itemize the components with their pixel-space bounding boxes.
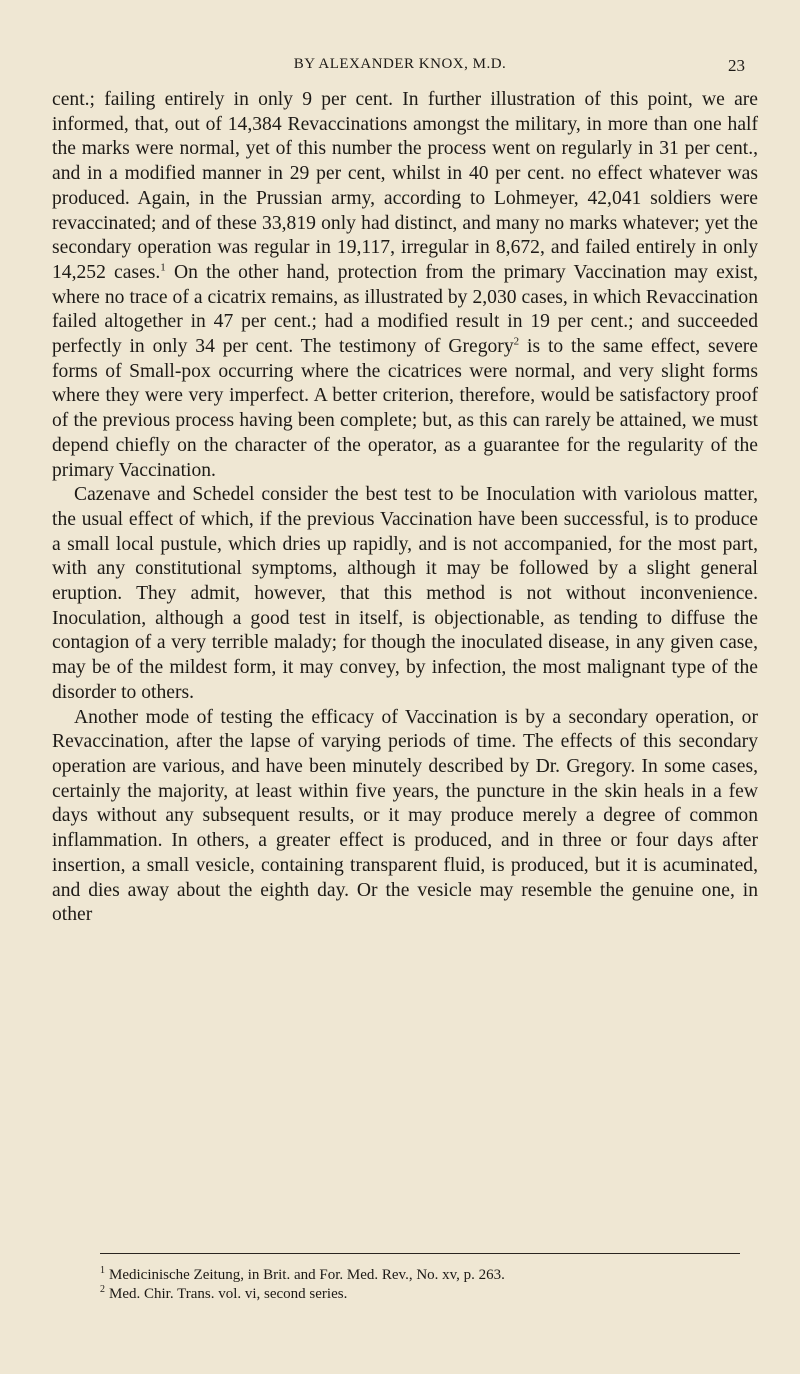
footnote-2 xyxy=(100,1285,760,1304)
footnote-ref-2: 2 xyxy=(513,335,520,348)
footnote-text-1: Medicinische Zeitung, in Brit. and For. Med. Rev., No. xv, p. 263. xyxy=(109,1267,505,1283)
paragraph-1-part-2: On the other hand, protection from the primary Vaccination may exist, where no trace of a cicatrix remains, as illustrated by 2,030 cases, in which Revaccination failed altogether in 47 per cent.; had a modified result in 19 per cent.; and succeeded perfectly in only 34 per cent. The testimony of Gregory xyxy=(52,261,758,358)
footnote-divider xyxy=(100,1253,740,1254)
running-head: BY ALEXANDER KNOX, M.D. xyxy=(293,56,507,72)
footnote-1 xyxy=(100,1266,760,1285)
paragraph-1-part-1: cent.; failing entirely in only 9 per cent. In further illustration of this point, we are informed, that, out of 14,384 Revaccinations amongst the military, in more than one half the marks were normal, yet of this number the process went on regularly in 31 per cent., and in a modified manner in 29 per cent, whilst in 40 per cent. no effect whatever was produced. Again, in the Prussian army, according to Lohmeyer, 42,041 soldiers were revaccinated; and of these 33,819 only had distinct, and many no marks whatever; yet the secondary operation was regular in 19,117, irregular in 8,672, and failed entirely in only 14,252 cases. xyxy=(52,89,758,283)
footnote-ref-1: 1 xyxy=(160,261,166,274)
footnote-mark-2: 2 xyxy=(100,1284,105,1295)
paragraph-1 xyxy=(52,88,758,483)
footnotes xyxy=(100,1266,760,1304)
paragraph-3: Another mode of testing the efficacy of Vaccination is by a secondary operation, or Revaccination, after the lapse of varying periods of time. The effects of this secondary operation are various, and have been minutely described by Dr. Gregory. In some cases, certainly the majority, at least within five years, the puncture in the skin heals in a few days without any subsequent results, or it may produce merely a degree of common inflammation. In others, a greater effect is produced, and in three or four days after insertion, a small vesicle, containing transparent fluid, is produced, but it is acuminated, and dies away about the eighth day. Or the vesicle may resemble the genuine one, in other xyxy=(52,706,758,926)
footnote-mark-1: 1 xyxy=(100,1265,105,1276)
page-header xyxy=(0,56,800,78)
paragraph-1-part-3: is to the same effect, severe forms of Small-pox occurring where the cicatrices were normal, and very slight forms where they were very imperfect. A better criterion, therefore, would be satisfactory proof of the previous process having been complete; but, as this can rarely be attained, we must depend chiefly on the character of the operator, as a guarantee for the regularity of the primary Vaccination. xyxy=(52,336,759,481)
paragraph-2: Cazenave and Schedel consider the best test to be Inoculation with variolous matter, the usual effect of which, if the previous Vaccination have been successful, is to produce a small local pustule, which dries up rapidly, and is not accompanied, for the most part, with any constitutional symptoms, although it may be followed by a slight general eruption. They admit, however, that this method is not without inconvenience. Inoculation, although a good test in itself, is objectionable, as tending to diffuse the contagion of a very terrible malady; for though the inoculated disease, in any given case, may be of the mildest form, it may convey, by infection, the most malignant type of the disorder to others. xyxy=(52,484,758,703)
footnote-text-2: Med. Chir. Trans. vol. vi, second series. xyxy=(109,1286,348,1302)
body-text xyxy=(52,88,758,928)
page-number: 23 xyxy=(728,56,745,75)
